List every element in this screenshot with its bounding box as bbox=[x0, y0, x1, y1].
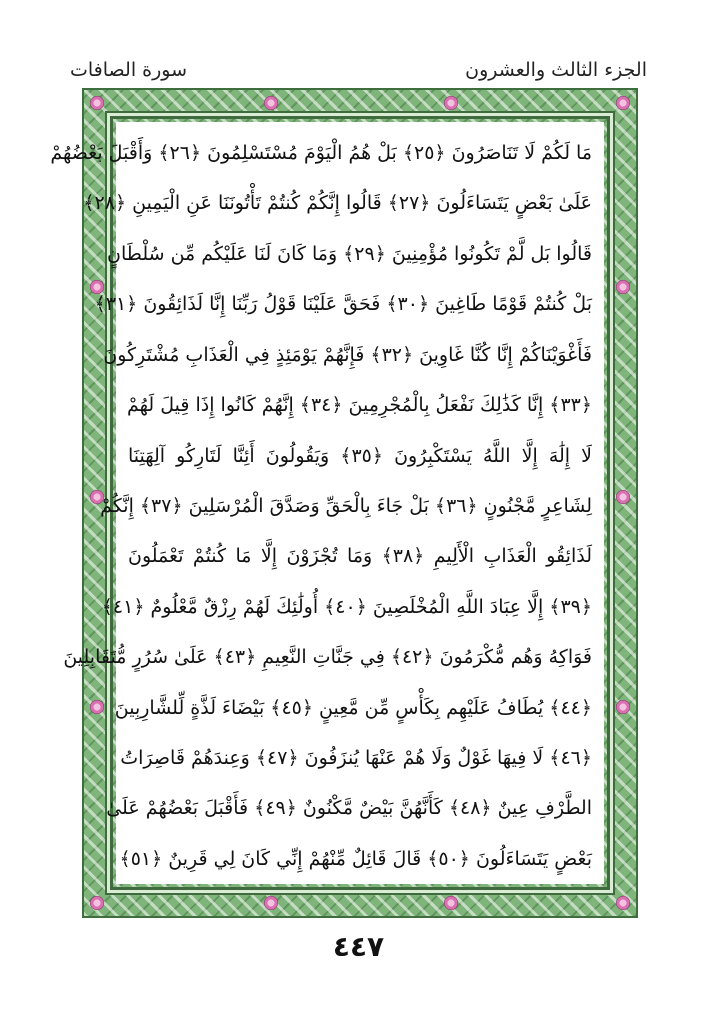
page-header bbox=[70, 52, 647, 88]
rosette-icon bbox=[616, 896, 630, 910]
page-number: ٤٤٧ bbox=[332, 930, 385, 963]
rosette-icon bbox=[444, 896, 458, 910]
text-line: ﴿٤٤﴾ يُطَافُ عَلَيْهِم بِكَأْسٍ مِّن مَّعِينٍ ﴿٤٥﴾ بَيْضَاءَ لَذَّةٍ لِّلشَّارِبِينَ bbox=[114, 696, 592, 719]
text-line: لَا إِلَٰهَ إِلَّا اللَّهُ يَسْتَكْبِرُونَ ﴿٣٥﴾ وَيَقُولُونَ أَئِنَّا لَتَارِكُو آلِهَتِنَا bbox=[128, 444, 592, 467]
text-line: مَا لَكُمْ لَا تَنَاصَرُونَ ﴿٢٥﴾ بَلْ هُمُ الْيَوْمَ مُسْتَسْلِمُونَ ﴿٢٦﴾ وَأَقْبَلَ بَعْضُهُمْ bbox=[50, 142, 592, 164]
text-line: لِشَاعِرٍ مَّجْنُونٍ ﴿٣٦﴾ بَلْ جَاءَ بِالْحَقِّ وَصَدَّقَ الْمُرْسَلِينَ ﴿٣٧﴾ إِنَّكُمْ bbox=[100, 494, 592, 517]
ornamental-frame bbox=[50, 88, 638, 918]
text-line: فَوَاكِهُ وَهُم مُّكْرَمُونَ ﴿٤٢﴾ فِي جَنَّاتِ النَّعِيمِ ﴿٤٣﴾ عَلَىٰ سُرُرٍ مُّتَقَابِلِينَ bbox=[63, 646, 592, 669]
text-line: الطَّرْفِ عِينٌ ﴿٤٨﴾ كَأَنَّهُنَّ بَيْضٌ مَّكْنُونٌ ﴿٤٩﴾ فَأَقْبَلَ بَعْضُهُمْ عَلَىٰ bbox=[106, 797, 592, 820]
text-line: ﴿٣٩﴾ إِلَّا عِبَادَ اللَّهِ الْمُخْلَصِينَ ﴿٤٠﴾ أُولَٰئِكَ لَهُمْ رِزْقٌ مَّعْلُومٌ ﴿٤١﴾ bbox=[101, 595, 592, 618]
rosette-icon bbox=[90, 896, 104, 910]
rosette-icon bbox=[616, 490, 630, 504]
quran-text-panel bbox=[50, 122, 604, 884]
text-line: بَلْ كُنتُمْ قَوْمًا طَاغِينَ ﴿٣٠﴾ فَحَقَّ عَلَيْنَا قَوْلُ رَبِّنَا إِنَّا لَذَائِقُونَ ﴿٣١﴾ bbox=[94, 293, 592, 316]
surah-name: سورة الصافات bbox=[70, 59, 187, 81]
text-line: فَأَغْوَيْنَاكُمْ إِنَّا كُنَّا غَاوِينَ ﴿٣٢﴾ فَإِنَّهُمْ يَوْمَئِذٍ فِي الْعَذَابِ مُشْتَرِكُونَ bbox=[103, 343, 592, 366]
juz-name: الجزء الثالث والعشرون bbox=[465, 59, 647, 81]
rosette-icon bbox=[264, 896, 278, 910]
rosette-icon bbox=[90, 96, 104, 110]
rosette-icon bbox=[616, 96, 630, 110]
text-line: ﴿٤٦﴾ لَا فِيهَا غَوْلٌ وَلَا هُمْ عَنْهَا يُنزَفُونَ ﴿٤٧﴾ وَعِندَهُمْ قَاصِرَاتُ bbox=[120, 747, 592, 770]
text-line: لَذَائِقُو الْعَذَابِ الْأَلِيمِ ﴿٣٨﴾ وَمَا تُجْزَوْنَ إِلَّا مَا كُنتُمْ تَعْمَلُونَ bbox=[128, 545, 592, 568]
text-line: بَعْضٍ يَتَسَاءَلُونَ ﴿٥٠﴾ قَالَ قَائِلٌ مِّنْهُمْ إِنِّي كَانَ لِي قَرِينٌ ﴿٥١﴾ bbox=[119, 847, 592, 870]
rosette-icon bbox=[90, 700, 104, 714]
text-line: ﴿٣٣﴾ إِنَّا كَذَٰلِكَ نَفْعَلُ بِالْمُجْرِمِينَ ﴿٣٤﴾ إِنَّهُمْ كَانُوا إِذَا قِيلَ لَهُمْ bbox=[127, 394, 592, 417]
rosette-icon bbox=[616, 700, 630, 714]
rosette-icon bbox=[264, 96, 278, 110]
rosette-icon bbox=[616, 280, 630, 294]
rosette-icon bbox=[444, 96, 458, 110]
text-line: قَالُوا بَل لَّمْ تَكُونُوا مُؤْمِنِينَ ﴿٢٩﴾ وَمَا كَانَ لَنَا عَلَيْكُم مِّن سُلْطَانٍ bbox=[107, 242, 592, 265]
text-line: عَلَىٰ بَعْضٍ يَتَسَاءَلُونَ ﴿٢٧﴾ قَالُوا إِنَّكُمْ كُنتُمْ تَأْتُونَنَا عَنِ الْيَمِينِ ﴿٢٨﴾ bbox=[83, 192, 592, 215]
